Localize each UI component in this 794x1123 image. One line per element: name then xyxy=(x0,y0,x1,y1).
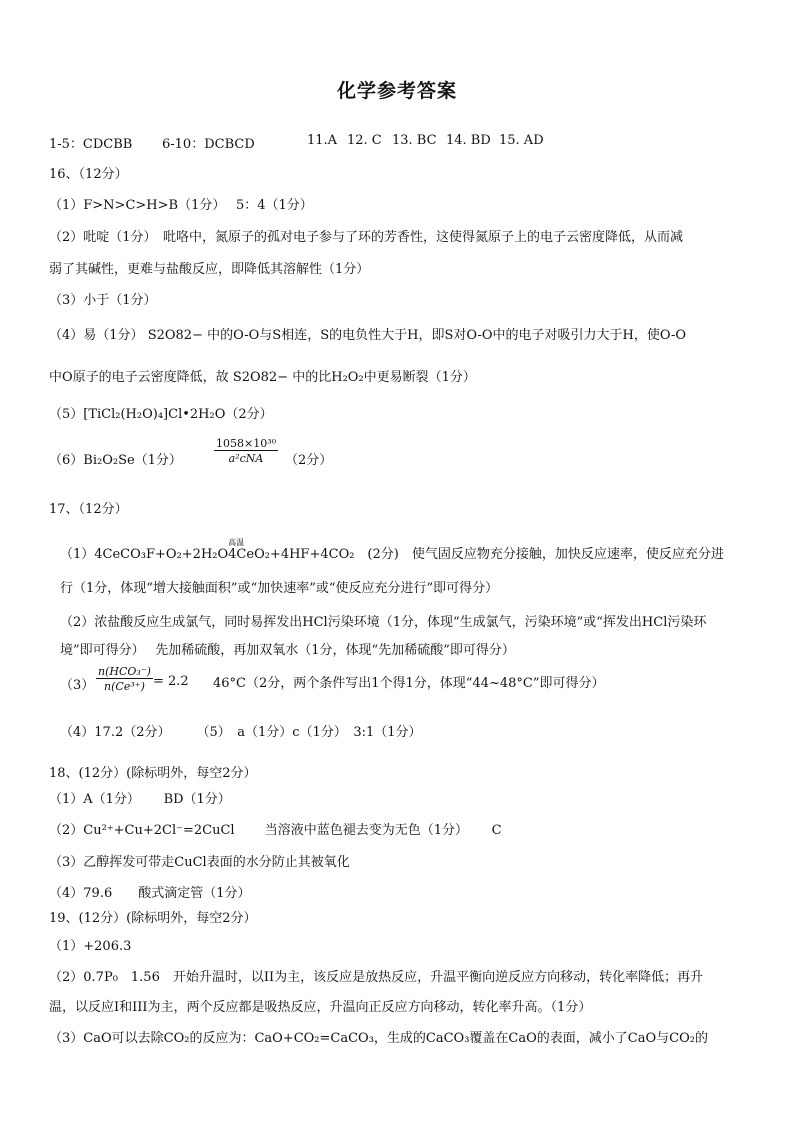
mc-answer-15: 15. AD xyxy=(499,133,544,148)
q18-heading: 18、(12分）(除标明外，每空2分） xyxy=(49,766,257,781)
q16-part4-label: （4）易（1分） xyxy=(49,328,144,343)
ratio-fraction xyxy=(96,665,153,693)
q17-heading: 17、（12分） xyxy=(49,502,128,517)
persulfate-ion-formula: S2O82− xyxy=(147,328,203,343)
page-title: 化学参考答案 xyxy=(336,80,457,102)
mc-answers-1-5: 1-5：CDCBB xyxy=(49,137,133,152)
q19-heading: 19、(12分）(除标明外，每空2分） xyxy=(49,911,257,926)
q17-part3-text: 46°C（2分，两个条件写出1个得1分，体现“44~48°C”即可得分） xyxy=(213,676,605,691)
q16-part6-label: （6）Bi₂O₂Se（1分） xyxy=(49,453,182,468)
q16-part3: （3）小于（1分） xyxy=(49,293,157,308)
q19-part2-line2: 温，以反应I和III为主，两个反应都是吸热反应，升温向正反应方向移动，转化率升高。（1分） xyxy=(49,1000,592,1015)
mc-answer-13: 13. BC xyxy=(392,133,437,148)
q16-part2-line2: 弱了其碱性，更难与盐酸反应，即降低其溶解性（1分） xyxy=(49,262,370,277)
persulfate-ion-formula: S2O82− xyxy=(232,370,289,385)
q16-part4-text3: 中的比H₂O₂中更易断裂（1分） xyxy=(292,370,476,385)
q17-part4-5: （4）17.2（2分） （5） a（1分）c（1分） 3:1（1分） xyxy=(60,725,422,740)
q18-part3: （3）乙醇挥发可带走CuCl表面的水分防止其被氧化 xyxy=(49,855,350,870)
q16-part6-score: （2分） xyxy=(285,453,333,468)
q16-part1: （1）F>N>C>H>B（1分） 5：4（1分） xyxy=(49,198,313,213)
fraction-denominator: a²cNA xyxy=(214,450,278,465)
q16-part5: （5）[TiCl₂(H₂O)₄]Cl•2H₂O（2分） xyxy=(49,407,273,422)
equation-reactants: （1）4CeCO₃F+O₂+2H₂O xyxy=(60,547,229,562)
q16-part4-line2 xyxy=(49,366,476,385)
fraction-denominator: n(Ce³⁺) xyxy=(96,678,153,693)
q16-part4-text2: 中O原子的电子云密度降低，故 xyxy=(49,370,229,385)
q19-part2-line1: （2）0.7P₀ 1.56 开始升温时，以II为主，该反应是放热反应，升温平衡向逆反应方向移动，转化率降低；再升 xyxy=(49,970,704,985)
q16-heading: 16、（12分） xyxy=(49,167,128,182)
q18-part1: （1）A（1分） BD（1分） xyxy=(49,792,231,807)
q17-part1-line2: 行（1分，体现“增大接触面积”或“加快速率”或“使反应充分进行”即可得分） xyxy=(60,581,499,596)
q17-part1-line1: （1）4CeCO₃F+O₂+2H₂O 高温 4CeO₂+4HF+4CO₂ (2分) 使气固反应物充分接触，加快反应速率，使反应充分进 xyxy=(60,538,724,562)
q19-part1: （1）+206.3 xyxy=(49,939,132,954)
q19-part3: （3）CaO可以去除CO₂的反应为：CaO+CO₂=CaCO₃，生成的CaCO₃覆盖在CaO的表面，减小了CaO与CO₂的 xyxy=(49,1031,708,1046)
mc-answers-6-10: 6-10：DCBCD xyxy=(162,137,255,152)
mc-answer-14: 14. BD xyxy=(446,133,491,148)
q16-part4-line1 xyxy=(49,324,686,343)
fraction-numerator: n(HCO₃⁻) xyxy=(98,665,151,678)
fraction-numerator: 1058×10³⁰ xyxy=(216,437,277,450)
mc-answer-11: 11.A xyxy=(307,133,338,148)
q18-part2: （2）Cu²⁺+Cu+2Cl⁻=2CuCl 当溶液中蓝色褪去变为无色（1分） C xyxy=(49,823,502,838)
q18-part4: （4）79.6 酸式滴定管（1分） xyxy=(49,886,251,901)
q17-part3-label: （3） xyxy=(60,678,95,693)
equation-products-and-answer: 4CeO₂+4HF+4CO₂ (2分) 使气固反应物充分接触，加快反应速率，使反应充分进 xyxy=(228,547,724,562)
q17-part2-line1: （2）浓盐酸反应生成氯气，同时易挥发出HCl污染环境（1分，体现“生成氯气，污染环境”或“挥发出HCl污染环 xyxy=(60,615,707,630)
density-formula-fraction xyxy=(214,437,278,465)
q17-part2-line2: 境”即可得分） 先加稀硫酸，再加双氧水（1分，体现“先加稀硫酸”即可得分） xyxy=(60,643,515,658)
q16-part4-text: 中的O-O与S相连，S的电负性大于H，即S对O-O中的电子对吸引力大于H，使O-O xyxy=(207,328,687,343)
mc-answer-12: 12. C xyxy=(347,133,382,148)
ratio-value: = 2.2 xyxy=(153,674,189,689)
q16-part2-line1: （2）吡啶（1分） 吡咯中，氮原子的孤对电子参与了环的芳香性，这使得氮原子上的电子云密度降低，从而减 xyxy=(49,230,684,245)
